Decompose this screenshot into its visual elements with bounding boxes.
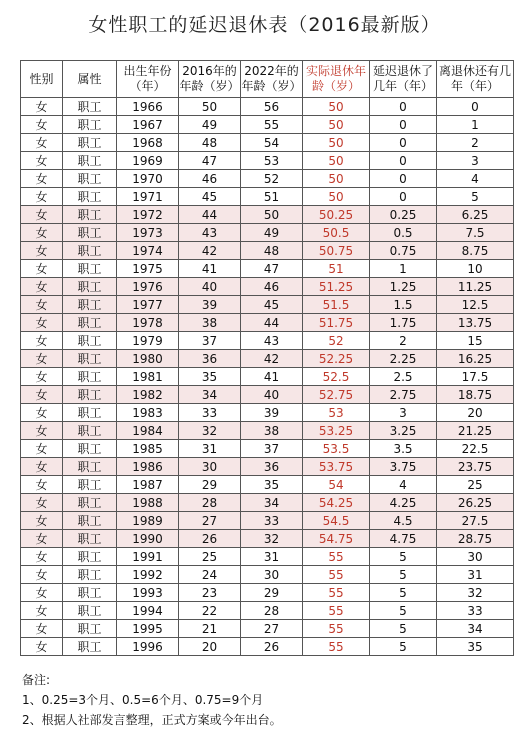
table-cell: 30 bbox=[437, 548, 514, 566]
retirement-table bbox=[20, 60, 514, 656]
table-cell: 1982 bbox=[117, 386, 179, 404]
table-cell: 女 bbox=[21, 602, 63, 620]
table-cell: 1971 bbox=[117, 188, 179, 206]
table-cell: 12.5 bbox=[437, 296, 514, 314]
table-cell: 0 bbox=[370, 188, 437, 206]
table-cell: 职工 bbox=[63, 98, 117, 116]
table-cell: 21 bbox=[179, 620, 241, 638]
table-cell: 51 bbox=[303, 260, 370, 278]
table-row bbox=[21, 188, 514, 206]
table-cell: 1995 bbox=[117, 620, 179, 638]
table-row bbox=[21, 602, 514, 620]
table-cell: 女 bbox=[21, 332, 63, 350]
table-row bbox=[21, 134, 514, 152]
table-cell: 35 bbox=[437, 638, 514, 656]
table-cell: 41 bbox=[179, 260, 241, 278]
table-cell: 5 bbox=[370, 584, 437, 602]
table-cell: 职工 bbox=[63, 584, 117, 602]
table-cell: 0 bbox=[370, 116, 437, 134]
table-cell: 51.75 bbox=[303, 314, 370, 332]
table-cell: 53.5 bbox=[303, 440, 370, 458]
table-cell: 7.5 bbox=[437, 224, 514, 242]
table-cell: 职工 bbox=[63, 368, 117, 386]
table-cell: 职工 bbox=[63, 422, 117, 440]
table-cell: 49 bbox=[241, 224, 303, 242]
table-cell: 2.5 bbox=[370, 368, 437, 386]
header-actual-retirement-age: 实际退休年龄（岁） bbox=[303, 61, 370, 98]
header-gender: 性别 bbox=[21, 61, 63, 98]
table-cell: 女 bbox=[21, 620, 63, 638]
table-cell: 49 bbox=[179, 116, 241, 134]
table-cell: 3 bbox=[370, 404, 437, 422]
table-cell: 1980 bbox=[117, 350, 179, 368]
table-cell: 女 bbox=[21, 548, 63, 566]
table-cell: 20 bbox=[179, 638, 241, 656]
table-cell: 1979 bbox=[117, 332, 179, 350]
table-cell: 50.5 bbox=[303, 224, 370, 242]
table-cell: 54 bbox=[303, 476, 370, 494]
table-row bbox=[21, 152, 514, 170]
table-row bbox=[21, 548, 514, 566]
table-cell: 职工 bbox=[63, 296, 117, 314]
table-row bbox=[21, 224, 514, 242]
table-cell: 45 bbox=[241, 296, 303, 314]
table-cell: 42 bbox=[179, 242, 241, 260]
table-row bbox=[21, 314, 514, 332]
table-cell: 职工 bbox=[63, 638, 117, 656]
table-cell: 40 bbox=[241, 386, 303, 404]
table-cell: 职工 bbox=[63, 278, 117, 296]
table-cell: 4.75 bbox=[370, 530, 437, 548]
notes-heading: 备注: bbox=[22, 673, 51, 687]
table-cell: 51.25 bbox=[303, 278, 370, 296]
table-cell: 18.75 bbox=[437, 386, 514, 404]
table-cell: 1976 bbox=[117, 278, 179, 296]
table-cell: 13.75 bbox=[437, 314, 514, 332]
table-cell: 15 bbox=[437, 332, 514, 350]
table-cell: 28 bbox=[179, 494, 241, 512]
table-cell: 1990 bbox=[117, 530, 179, 548]
table-row bbox=[21, 404, 514, 422]
table-cell: 55 bbox=[241, 116, 303, 134]
table-cell: 0 bbox=[370, 152, 437, 170]
table-cell: 28 bbox=[241, 602, 303, 620]
table-cell: 2.25 bbox=[370, 350, 437, 368]
table-cell: 45 bbox=[179, 188, 241, 206]
table-cell: 33 bbox=[437, 602, 514, 620]
table-cell: 24 bbox=[179, 566, 241, 584]
table-cell: 30 bbox=[179, 458, 241, 476]
table-cell: 1991 bbox=[117, 548, 179, 566]
table-cell: 26 bbox=[179, 530, 241, 548]
table-cell: 职工 bbox=[63, 548, 117, 566]
table-cell: 32 bbox=[241, 530, 303, 548]
table-cell: 32 bbox=[179, 422, 241, 440]
table-cell: 4.5 bbox=[370, 512, 437, 530]
table-cell: 女 bbox=[21, 368, 63, 386]
table-cell: 10 bbox=[437, 260, 514, 278]
table-cell: 4 bbox=[437, 170, 514, 188]
header-category: 属性 bbox=[63, 61, 117, 98]
table-cell: 23 bbox=[179, 584, 241, 602]
table-cell: 1994 bbox=[117, 602, 179, 620]
table-cell: 43 bbox=[179, 224, 241, 242]
table-cell: 4.25 bbox=[370, 494, 437, 512]
table-cell: 职工 bbox=[63, 224, 117, 242]
table-row bbox=[21, 242, 514, 260]
table-cell: 女 bbox=[21, 458, 63, 476]
table-cell: 职工 bbox=[63, 116, 117, 134]
table-cell: 女 bbox=[21, 404, 63, 422]
table-cell: 女 bbox=[21, 170, 63, 188]
table-cell: 5 bbox=[370, 602, 437, 620]
table-cell: 37 bbox=[179, 332, 241, 350]
table-cell: 职工 bbox=[63, 386, 117, 404]
table-cell: 39 bbox=[179, 296, 241, 314]
table-row bbox=[21, 530, 514, 548]
table-cell: 6.25 bbox=[437, 206, 514, 224]
table-cell: 31 bbox=[179, 440, 241, 458]
table-cell: 1967 bbox=[117, 116, 179, 134]
table-cell: 5 bbox=[370, 566, 437, 584]
table-cell: 3.5 bbox=[370, 440, 437, 458]
table-row bbox=[21, 494, 514, 512]
table-cell: 55 bbox=[303, 620, 370, 638]
table-cell: 43 bbox=[241, 332, 303, 350]
table-cell: 54.25 bbox=[303, 494, 370, 512]
table-cell: 36 bbox=[179, 350, 241, 368]
table-cell: 女 bbox=[21, 584, 63, 602]
table-cell: 44 bbox=[241, 314, 303, 332]
table-cell: 职工 bbox=[63, 566, 117, 584]
table-cell: 女 bbox=[21, 134, 63, 152]
table-cell: 2 bbox=[437, 134, 514, 152]
table-cell: 29 bbox=[241, 584, 303, 602]
table-cell: 3.75 bbox=[370, 458, 437, 476]
table-cell: 50 bbox=[179, 98, 241, 116]
table-cell: 22 bbox=[179, 602, 241, 620]
table-cell: 54.5 bbox=[303, 512, 370, 530]
table-cell: 37 bbox=[241, 440, 303, 458]
table-cell: 44 bbox=[179, 206, 241, 224]
table-cell: 55 bbox=[303, 584, 370, 602]
header-age-2016: 2016年的年龄（岁） bbox=[179, 61, 241, 98]
table-cell: 1.75 bbox=[370, 314, 437, 332]
table-cell: 职工 bbox=[63, 602, 117, 620]
header-birth-year: 出生年份（年） bbox=[117, 61, 179, 98]
table-cell: 27 bbox=[241, 620, 303, 638]
table-cell: 50 bbox=[303, 152, 370, 170]
table-row bbox=[21, 422, 514, 440]
table-cell: 38 bbox=[179, 314, 241, 332]
table-cell: 1996 bbox=[117, 638, 179, 656]
table-cell: 0.5 bbox=[370, 224, 437, 242]
table-cell: 女 bbox=[21, 440, 63, 458]
table-cell: 女 bbox=[21, 512, 63, 530]
table-row bbox=[21, 116, 514, 134]
table-cell: 1989 bbox=[117, 512, 179, 530]
table-header-row bbox=[21, 61, 514, 98]
table-row bbox=[21, 368, 514, 386]
table-cell: 1968 bbox=[117, 134, 179, 152]
table-cell: 5 bbox=[370, 620, 437, 638]
table-cell: 1966 bbox=[117, 98, 179, 116]
table-cell: 50 bbox=[303, 134, 370, 152]
table-cell: 50 bbox=[303, 116, 370, 134]
table-cell: 52 bbox=[241, 170, 303, 188]
table-cell: 36 bbox=[241, 458, 303, 476]
table-cell: 50 bbox=[241, 206, 303, 224]
table-cell: 1.25 bbox=[370, 278, 437, 296]
table-cell: 22.5 bbox=[437, 440, 514, 458]
table-cell: 女 bbox=[21, 386, 63, 404]
table-cell: 职工 bbox=[63, 314, 117, 332]
notes-line-1: 1、0.25=3个月、0.5=6个月、0.75=9个月 bbox=[22, 693, 264, 707]
table-cell: 46 bbox=[179, 170, 241, 188]
table-cell: 33 bbox=[241, 512, 303, 530]
table-cell: 1985 bbox=[117, 440, 179, 458]
table-cell: 34 bbox=[179, 386, 241, 404]
table-cell: 1986 bbox=[117, 458, 179, 476]
table-cell: 女 bbox=[21, 152, 63, 170]
table-cell: 1972 bbox=[117, 206, 179, 224]
table-cell: 56 bbox=[241, 98, 303, 116]
table-cell: 53.25 bbox=[303, 422, 370, 440]
table-cell: 48 bbox=[179, 134, 241, 152]
table-cell: 27 bbox=[179, 512, 241, 530]
table-cell: 女 bbox=[21, 476, 63, 494]
table-cell: 3 bbox=[437, 152, 514, 170]
table-cell: 1988 bbox=[117, 494, 179, 512]
table-cell: 48 bbox=[241, 242, 303, 260]
table-cell: 职工 bbox=[63, 620, 117, 638]
table-cell: 25 bbox=[179, 548, 241, 566]
table-cell: 1970 bbox=[117, 170, 179, 188]
table-cell: 26 bbox=[241, 638, 303, 656]
table-cell: 1981 bbox=[117, 368, 179, 386]
table-cell: 1975 bbox=[117, 260, 179, 278]
page-title: 女性职工的延迟退休表（2016最新版） bbox=[88, 14, 441, 36]
table-cell: 0 bbox=[370, 170, 437, 188]
table-cell: 17.5 bbox=[437, 368, 514, 386]
table-cell: 40 bbox=[179, 278, 241, 296]
table-cell: 38 bbox=[241, 422, 303, 440]
table-cell: 34 bbox=[437, 620, 514, 638]
table-cell: 0.25 bbox=[370, 206, 437, 224]
table-cell: 1973 bbox=[117, 224, 179, 242]
table-cell: 26.25 bbox=[437, 494, 514, 512]
header-delay-years: 延迟退休了几年（年） bbox=[370, 61, 437, 98]
table-row bbox=[21, 386, 514, 404]
table-cell: 55 bbox=[303, 602, 370, 620]
table-cell: 女 bbox=[21, 638, 63, 656]
table-cell: 27.5 bbox=[437, 512, 514, 530]
table-cell: 职工 bbox=[63, 440, 117, 458]
table-cell: 55 bbox=[303, 548, 370, 566]
table-cell: 0 bbox=[370, 134, 437, 152]
table-cell: 50 bbox=[303, 188, 370, 206]
table-cell: 职工 bbox=[63, 404, 117, 422]
table-cell: 51 bbox=[241, 188, 303, 206]
table-cell: 1992 bbox=[117, 566, 179, 584]
table-cell: 女 bbox=[21, 242, 63, 260]
table-cell: 职工 bbox=[63, 206, 117, 224]
table-cell: 28.75 bbox=[437, 530, 514, 548]
table-cell: 50.25 bbox=[303, 206, 370, 224]
table-cell: 34 bbox=[241, 494, 303, 512]
table-cell: 35 bbox=[241, 476, 303, 494]
table-cell: 1984 bbox=[117, 422, 179, 440]
table-row bbox=[21, 440, 514, 458]
table-cell: 47 bbox=[179, 152, 241, 170]
table-cell: 5 bbox=[370, 638, 437, 656]
table-row bbox=[21, 620, 514, 638]
table-cell: 职工 bbox=[63, 350, 117, 368]
table-cell: 52.5 bbox=[303, 368, 370, 386]
table-cell: 5 bbox=[370, 548, 437, 566]
table-cell: 1.5 bbox=[370, 296, 437, 314]
table-cell: 1978 bbox=[117, 314, 179, 332]
table-cell: 职工 bbox=[63, 260, 117, 278]
table-row bbox=[21, 98, 514, 116]
table-cell: 29 bbox=[179, 476, 241, 494]
table-cell: 1 bbox=[437, 116, 514, 134]
table-cell: 2.75 bbox=[370, 386, 437, 404]
table-cell: 54.75 bbox=[303, 530, 370, 548]
table-cell: 16.25 bbox=[437, 350, 514, 368]
table-row bbox=[21, 458, 514, 476]
header-years-to-retirement: 离退休还有几年（年） bbox=[437, 61, 514, 98]
table-cell: 女 bbox=[21, 530, 63, 548]
table-row bbox=[21, 512, 514, 530]
table-cell: 女 bbox=[21, 314, 63, 332]
table-cell: 职工 bbox=[63, 530, 117, 548]
table-cell: 职工 bbox=[63, 458, 117, 476]
table-cell: 39 bbox=[241, 404, 303, 422]
table-cell: 53 bbox=[303, 404, 370, 422]
table-cell: 女 bbox=[21, 350, 63, 368]
table-cell: 女 bbox=[21, 98, 63, 116]
table-cell: 52 bbox=[303, 332, 370, 350]
table-cell: 女 bbox=[21, 224, 63, 242]
table-cell: 51.5 bbox=[303, 296, 370, 314]
table-cell: 女 bbox=[21, 278, 63, 296]
table-cell: 职工 bbox=[63, 188, 117, 206]
table-cell: 33 bbox=[179, 404, 241, 422]
table-cell: 女 bbox=[21, 296, 63, 314]
table-cell: 31 bbox=[437, 566, 514, 584]
table-cell: 55 bbox=[303, 566, 370, 584]
table-cell: 1974 bbox=[117, 242, 179, 260]
table-row bbox=[21, 638, 514, 656]
table-cell: 23.75 bbox=[437, 458, 514, 476]
table-cell: 55 bbox=[303, 638, 370, 656]
table-row bbox=[21, 584, 514, 602]
table-cell: 25 bbox=[437, 476, 514, 494]
table-cell: 50 bbox=[303, 170, 370, 188]
table-cell: 职工 bbox=[63, 332, 117, 350]
header-age-2022: 2022年的年龄（岁） bbox=[241, 61, 303, 98]
table-cell: 职工 bbox=[63, 134, 117, 152]
table-cell: 女 bbox=[21, 116, 63, 134]
table-cell: 8.75 bbox=[437, 242, 514, 260]
table-cell: 女 bbox=[21, 422, 63, 440]
table-cell: 52.75 bbox=[303, 386, 370, 404]
table-row bbox=[21, 566, 514, 584]
table-cell: 35 bbox=[179, 368, 241, 386]
table-cell: 职工 bbox=[63, 512, 117, 530]
table-cell: 32 bbox=[437, 584, 514, 602]
table-row bbox=[21, 278, 514, 296]
table-row bbox=[21, 476, 514, 494]
table-cell: 女 bbox=[21, 206, 63, 224]
table-cell: 53.75 bbox=[303, 458, 370, 476]
table-cell: 职工 bbox=[63, 476, 117, 494]
table-cell: 0.75 bbox=[370, 242, 437, 260]
table-cell: 1987 bbox=[117, 476, 179, 494]
table-cell: 53 bbox=[241, 152, 303, 170]
table-cell: 50.75 bbox=[303, 242, 370, 260]
table-cell: 1993 bbox=[117, 584, 179, 602]
table-cell: 1 bbox=[370, 260, 437, 278]
table-cell: 50 bbox=[303, 98, 370, 116]
table-cell: 女 bbox=[21, 494, 63, 512]
table-cell: 女 bbox=[21, 188, 63, 206]
table-cell: 54 bbox=[241, 134, 303, 152]
table-cell: 41 bbox=[241, 368, 303, 386]
table-cell: 0 bbox=[370, 98, 437, 116]
table-cell: 职工 bbox=[63, 170, 117, 188]
table-row bbox=[21, 332, 514, 350]
table-cell: 47 bbox=[241, 260, 303, 278]
table-cell: 42 bbox=[241, 350, 303, 368]
table-cell: 职工 bbox=[63, 494, 117, 512]
table-body bbox=[21, 98, 514, 656]
table-cell: 4 bbox=[370, 476, 437, 494]
table-cell: 职工 bbox=[63, 152, 117, 170]
table-cell: 52.25 bbox=[303, 350, 370, 368]
table-cell: 0 bbox=[437, 98, 514, 116]
table-cell: 20 bbox=[437, 404, 514, 422]
notes-line-2: 2、根据人社部发言整理，正式方案或今年出台。 bbox=[22, 713, 282, 727]
table-row bbox=[21, 206, 514, 224]
table-row bbox=[21, 296, 514, 314]
table-cell: 女 bbox=[21, 566, 63, 584]
table-cell: 21.25 bbox=[437, 422, 514, 440]
table-row bbox=[21, 170, 514, 188]
table-row bbox=[21, 260, 514, 278]
table-cell: 职工 bbox=[63, 242, 117, 260]
table-cell: 1983 bbox=[117, 404, 179, 422]
table-cell: 31 bbox=[241, 548, 303, 566]
table-cell: 女 bbox=[21, 260, 63, 278]
table-cell: 3.25 bbox=[370, 422, 437, 440]
table-cell: 5 bbox=[437, 188, 514, 206]
table-row bbox=[21, 350, 514, 368]
table-cell: 30 bbox=[241, 566, 303, 584]
notes bbox=[22, 670, 282, 730]
table-cell: 11.25 bbox=[437, 278, 514, 296]
table-cell: 2 bbox=[370, 332, 437, 350]
table-cell: 1977 bbox=[117, 296, 179, 314]
table-cell: 46 bbox=[241, 278, 303, 296]
table-cell: 1969 bbox=[117, 152, 179, 170]
